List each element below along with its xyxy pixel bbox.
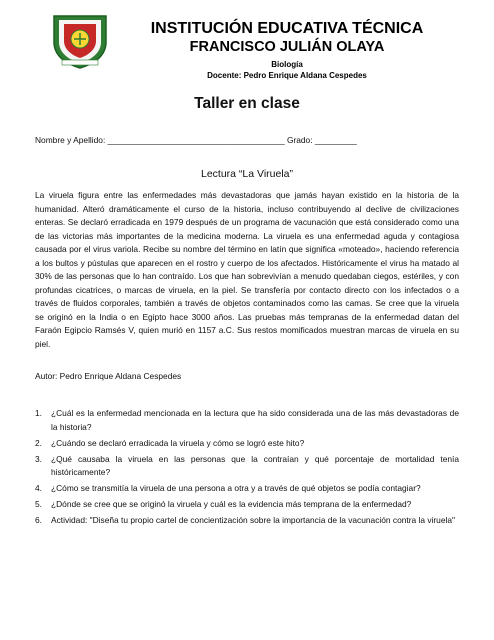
question-text: ¿Qué causaba la viruela en las personas que la contraían y qué porcentaje de mortalidad tenía históricamente? xyxy=(51,453,459,477)
author-line: Autor: Pedro Enrique Aldana Cespedes xyxy=(35,371,182,381)
institution-name: INSTITUCIÓN EDUCATIVA TÉCNICA xyxy=(150,20,424,37)
question-text: ¿Cómo se transmitía la viruela de una persona a otra y a través de qué objetos se podía contagiar? xyxy=(51,483,421,493)
reading-paragraph: La viruela figura entre las enfermedades más devastadoras que jamás hayan existido en la historia de la humanidad. Alteró dramáticamente el curso de la historia, incluso contribuyendo al declive de civilizaciones enteras. Se declaró erradicada en 1979 después de un programa de vacunación que está considerado como una de las victorias más importantes de la medicina moderna. La viruela es una enfermedad aguda y contagiosa causada por el virus variola. Recibe su nombre del término en latín que significa «moteado», haciendo referencia a los bultos y pústulas que aparecen en el rostro y cuerpo de los afectados. Históricamente el virus ha matado al 30% de las personas que lo han contraído. Los que han sobrevivían a menudo quedaban ciegos, estériles, y con profundas cicatrices, o marcas de viruela, en la piel. Se transfería por contacto directo con los infectados o a través de fluidos corporales, también a través de objetos contaminados como las camas. Se cree que la viruela se originó en la India o en Egipto hace 3000 años. Las pruebas más tempranas de la enfermedad datan del Faraón Egipcio Ramsés V, quien murió en 1157 a.C. Sus restos momificados muestran marcas de viruela en su piel. xyxy=(35,190,459,349)
question-number: 4. xyxy=(35,483,42,493)
question-number: 3. xyxy=(35,453,42,464)
reading-title: Lectura “La Viruela” xyxy=(200,168,294,180)
list-item xyxy=(35,498,459,512)
subject-label: Biología xyxy=(271,60,303,69)
question-number: 5. xyxy=(35,499,42,509)
list-item xyxy=(35,437,459,451)
list-item xyxy=(35,514,459,528)
question-text: ¿Dónde se cree que se originó la viruela y cuál es la evidencia más temprana de la enfermedad? xyxy=(51,499,412,509)
question-number: 1. xyxy=(35,408,42,418)
question-list xyxy=(35,407,459,530)
question-number: 6. xyxy=(35,515,42,525)
list-item xyxy=(35,482,459,496)
list-item xyxy=(35,453,459,480)
list-item xyxy=(35,407,459,434)
question-text: Actividad: "Diseña tu propio cartel de concientización sobre la importancia de la vacunación contra la viruela" xyxy=(51,515,455,525)
question-number: 2. xyxy=(35,437,42,448)
name-grade-field: Nombre y Apellido: ______________________________________ Grado: _________ xyxy=(35,135,357,145)
question-text: ¿Cuál es la enfermedad mencionada en la lectura que ha sido considerada una de las más devastadoras de la historia? xyxy=(51,408,459,432)
page-title: Taller en clase xyxy=(194,95,300,112)
institution-subname: FRANCISCO JULIÁN OLAYA xyxy=(189,39,385,55)
teacher-label: Docente: Pedro Enrique Aldana Cespedes xyxy=(207,71,367,80)
question-text: ¿Cuándo se declaró erradicada la viruela y cómo se logró este hito? xyxy=(51,437,305,448)
